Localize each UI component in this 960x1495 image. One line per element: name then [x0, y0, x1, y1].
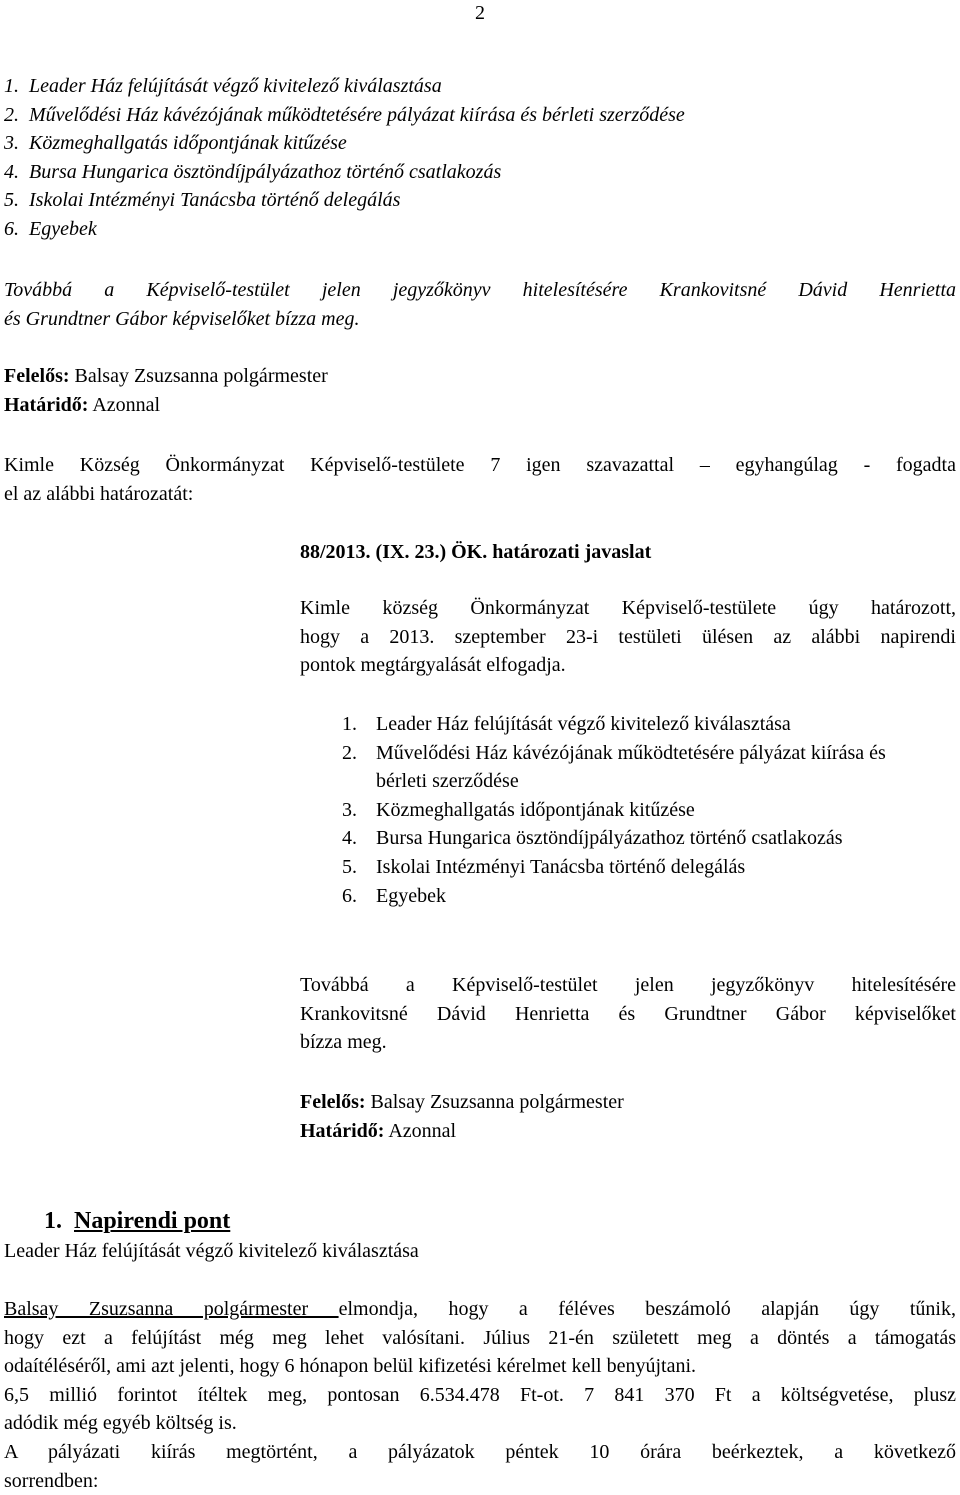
paragraph-line: Kimle község Önkormányzat Képviselő-testülete úgy határozott,	[300, 597, 956, 619]
responsible-value: Balsay Zsuzsanna polgármester	[365, 1091, 624, 1113]
item-number: 2.	[342, 741, 357, 764]
list-item: 4. Bursa Hungarica ösztöndíjpályázathoz történő csatlakozás	[4, 160, 502, 183]
vote-paragraph	[4, 451, 956, 508]
list-item: 1. Leader Ház felújítását végző kivitelező kiválasztása	[4, 75, 442, 97]
deadline-value: Azonnal	[88, 394, 161, 416]
responsible-line	[4, 362, 328, 391]
paragraph-line: A pályázati kiírás megtörtént, a pályázatok péntek 10 órára beérkeztek, a következő	[4, 1440, 956, 1463]
item-text: Közmeghallgatás időpontjának kitűzése	[376, 798, 695, 821]
resolution-title: 88/2013. (IX. 23.) ÖK. határozati javaslat	[300, 541, 652, 563]
paragraph-line: Krankovitsné Dávid Henrietta és Grundtner Gábor képviselőket	[300, 1002, 956, 1025]
item-number: 1.	[342, 713, 357, 735]
item-number: 3.	[342, 798, 357, 821]
paragraph-line: hogy ezt a felújítást még meg lehet valósítani. Július 21-én született meg a döntés a támogatás	[4, 1326, 956, 1349]
responsible-label: Felelős:	[4, 365, 70, 387]
paragraph-line: 6,5 millió forintot ítéltek meg, pontosan 6.534.478 Ft-ot. 7 841 370 Ft a költségvetése, plusz	[4, 1383, 956, 1406]
list-item: 3. Közmeghallgatás időpontjának kitűzése	[4, 132, 347, 155]
list-item	[302, 853, 906, 882]
paragraph-line: Kimle Község Önkormányzat Képviselő-testülete 7 igen szavazattal – egyhangúlag - fogadta	[4, 454, 956, 476]
list-item: 6. Egyebek	[4, 217, 97, 240]
speaker-name: Balsay Zsuzsanna polgármester	[4, 1298, 339, 1320]
paragraph-line: Továbbá a Képviselő-testület jelen jegyzőkönyv hitelesítésére	[300, 974, 956, 996]
list-item: 5. Iskolai Intézményi Tanácsba történő delegálás	[4, 189, 401, 212]
agenda-list	[4, 72, 685, 244]
item-text: Egyebek	[376, 884, 446, 907]
item-number: 5.	[342, 855, 357, 878]
paragraph-line: hogy a 2013. szeptember 23-i testületi ülésen az alábbi napirendi	[300, 625, 956, 648]
paragraph-line: Továbbá a Képviselő-testület jelen jegyzőkönyv hitelesítésére Krankovitsné Dávid Henrietta	[4, 279, 956, 301]
item-number: 4.	[342, 827, 357, 850]
resolution-paragraph	[300, 971, 956, 1057]
resolution-intro	[300, 594, 956, 680]
resolution-responsible-line	[300, 1088, 624, 1117]
deadline-value: Azonnal	[384, 1120, 457, 1142]
agenda-subtitle: Leader Ház felújítását végző kivitelező kiválasztása	[4, 1240, 419, 1262]
list-item	[302, 710, 906, 739]
item-text: Iskolai Intézményi Tanácsba történő delegálás	[376, 855, 746, 878]
agenda-number: 1.	[44, 1208, 62, 1234]
item-text: Leader Ház felújítását végző kivitelező kiválasztása	[376, 713, 791, 735]
paragraph-line: odaítéléséről, ami azt jelenti, hogy 6 hónapon belül kifizetési kérelmet kell benyújtani.	[4, 1355, 697, 1378]
list-item	[302, 824, 906, 853]
resolution-deadline-line	[300, 1117, 456, 1146]
responsible-label: Felelős:	[300, 1091, 366, 1113]
line-text: elmondja, hogy a féléves beszámoló alapján úgy tűnik,	[338, 1298, 956, 1320]
agenda-heading	[44, 1206, 230, 1236]
paragraph-line: adódik még egyéb költség is.	[4, 1412, 237, 1435]
paragraph-line	[4, 1295, 956, 1324]
deadline-line	[4, 391, 160, 420]
list-item: 2. Művelődési Ház kávézójának működtetésére pályázat kiírása és bérleti szerződése	[4, 103, 685, 126]
item-text: Művelődési Ház kávézójának működtetésére pályázat kiírása és bérleti szerződése	[376, 741, 886, 793]
page-number: 2	[475, 2, 485, 24]
resolution-agenda-list	[302, 710, 906, 910]
item-text: Bursa Hungarica ösztöndíjpályázathoz történő csatlakozás	[376, 827, 843, 850]
paragraph-line: el az alábbi határozatát:	[4, 482, 194, 505]
discussion-paragraph	[4, 1295, 956, 1495]
paragraph-line: pontok megtárgyalását elfogadja.	[300, 654, 566, 677]
paragraph-line: és Grundtner Gábor képviselőket bízza meg.	[4, 307, 360, 330]
item-number: 6.	[342, 884, 357, 907]
deadline-label: Határidő:	[4, 394, 89, 416]
list-item	[302, 739, 906, 796]
list-item	[302, 882, 906, 911]
agenda-title: Napirendi pont	[74, 1208, 231, 1234]
list-item	[302, 796, 906, 825]
paragraph-line: sorrendben:	[4, 1469, 99, 1492]
responsible-value: Balsay Zsuzsanna polgármester	[69, 365, 328, 387]
paragraph-line: bízza meg.	[300, 1031, 387, 1054]
authentication-paragraph	[4, 276, 956, 333]
deadline-label: Határidő:	[300, 1120, 385, 1142]
